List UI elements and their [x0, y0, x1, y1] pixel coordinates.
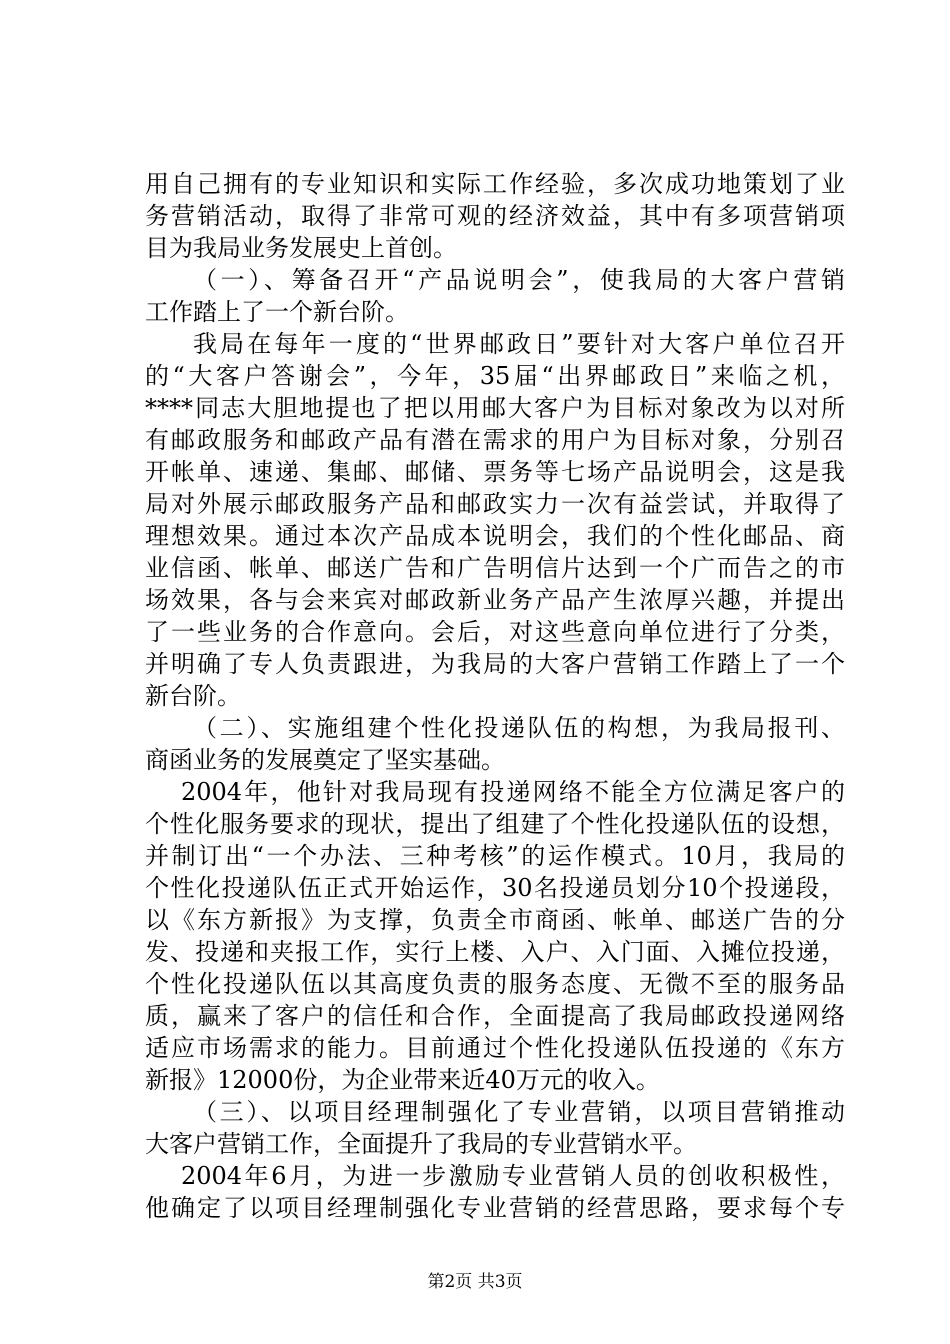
text-line: 2004年，他针对我局现有投递网络不能全方位满足客户的	[181, 778, 845, 806]
text-line: 大客户营销工作，全面提升了我局的专业营销水平。	[145, 1130, 697, 1158]
text-line: 新台阶。	[145, 682, 241, 710]
text-line: （一）、筹备召开“产品说明会”，使我局的大客户营销	[193, 266, 845, 294]
text-line: 适应市场需求的能力。目前通过个性化投递队伍投递的《东方	[145, 1034, 845, 1062]
text-line: 理想效果。通过本次产品成本说明会，我们的个性化邮品、商	[145, 522, 845, 550]
text-line: 新报》12000份，为企业带来近40万元的收入。	[145, 1066, 660, 1094]
text-line: 并明确了专人负责跟进，为我局的大客户营销工作踏上了一个	[145, 650, 845, 678]
text-line: 并制订出“一个办法、三种考核”的运作模式。10月，我局的	[145, 842, 845, 870]
text-line: （三）、以项目经理制强化了专业营销，以项目营销推动	[193, 1098, 845, 1126]
text-line: 的“大客户答谢会”，今年，35届“出界邮政日”来临之机，	[145, 362, 845, 390]
document-body	[145, 168, 845, 1224]
text-line: 务营销活动，取得了非常可观的经济效益，其中有多项营销项	[145, 202, 845, 230]
text-line: 有邮政服务和邮政产品有潜在需求的用户为目标对象，分别召	[145, 426, 845, 454]
text-line: ****同志大胆地提也了把以用邮大客户为目标对象改为以对所	[145, 394, 845, 422]
text-line: 用自己拥有的专业知识和实际工作经验，多次成功地策划了业	[145, 170, 845, 198]
text-line: 2004年6月，为进一步激励专业营销人员的创收积极性，	[181, 1162, 845, 1190]
text-line: 目为我局业务发展史上首创。	[145, 234, 457, 262]
text-line: 质，赢来了客户的信任和合作，全面提高了我局邮政投递网络	[145, 1002, 845, 1030]
text-line: 商函业务的发展奠定了坚实基础。	[145, 746, 505, 774]
text-line: 局对外展示邮政服务产品和邮政实力一次有益尝试，并取得了	[145, 490, 845, 518]
text-line: 业信函、帐单、邮送广告和广告明信片达到一个广而告之的市	[145, 554, 845, 582]
text-line: 场效果，各与会来宾对邮政新业务产品产生浓厚兴趣，并提出	[145, 586, 845, 614]
text-line: 个性化投递队伍以其高度负责的服务态度、无微不至的服务品	[145, 970, 845, 998]
text-line: 开帐单、速递、集邮、邮储、票务等七场产品说明会，这是我	[145, 458, 845, 486]
text-line: 以《东方新报》为支撑，负责全市商函、帐单、邮送广告的分	[145, 906, 845, 934]
text-line: 发、投递和夹报工作，实行上楼、入户、入门面、入摊位投递，	[145, 938, 845, 966]
text-line: 工作踏上了一个新台阶。	[145, 298, 409, 326]
page-footer: 第2页 共3页	[427, 1272, 523, 1292]
text-line: 我局在每年一度的“世界邮政日”要针对大客户单位召开	[193, 330, 845, 358]
text-line: （二）、实施组建个性化投递队伍的构想，为我局报刊、	[193, 714, 845, 742]
text-line: 个性化服务要求的现状，提出了组建了个性化投递队伍的设想，	[145, 810, 845, 838]
text-line: 他确定了以项目经理制强化专业营销的经营思路，要求每个专	[145, 1194, 845, 1222]
text-line: 了一些业务的合作意向。会后，对这些意向单位进行了分类，	[145, 618, 845, 646]
text-line: 个性化投递队伍正式开始运作，30名投递员划分10个投递段，	[145, 874, 845, 902]
